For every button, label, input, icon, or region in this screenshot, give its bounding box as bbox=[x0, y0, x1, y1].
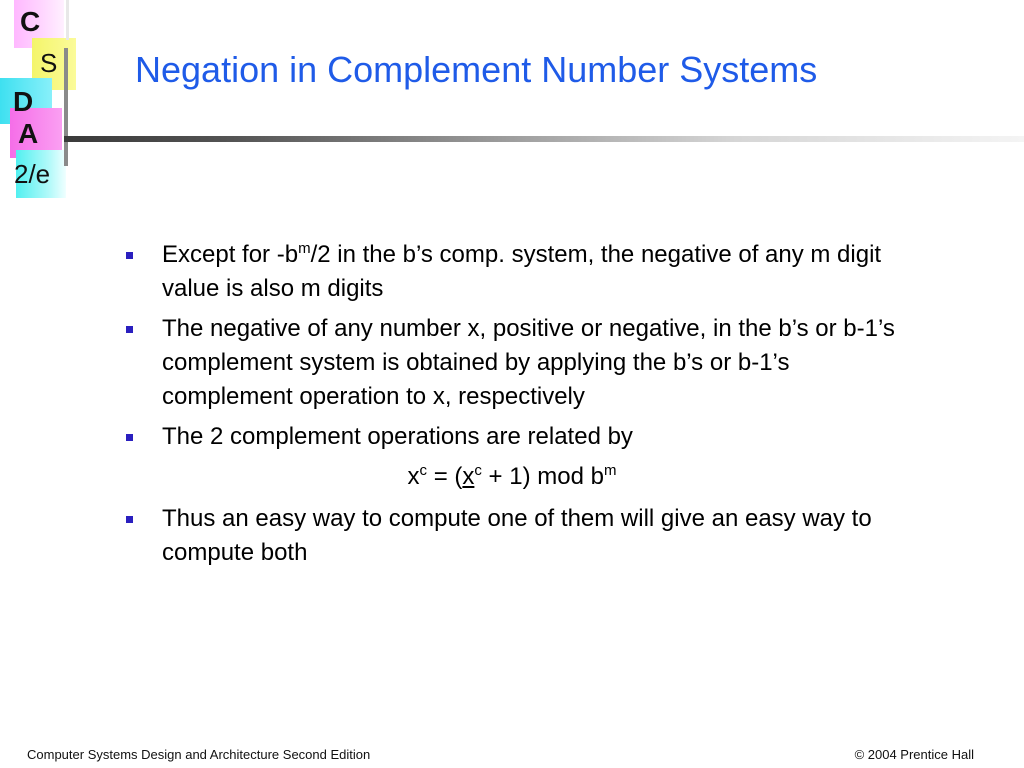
bullet-text: The negative of any number x, positive or negative, in the b’s or b-1’s complement system is obtained by applying the b’s or b-1’s complement operation to x, respectively bbox=[162, 315, 895, 410]
formula-x: x bbox=[407, 463, 420, 490]
slide-body bbox=[122, 238, 902, 576]
formula-sup-m: m bbox=[603, 462, 617, 479]
logo-divider-light bbox=[66, 0, 69, 40]
complement-formula bbox=[122, 460, 902, 494]
bullet-item bbox=[122, 502, 902, 570]
footer-copyright: © 2004 Prentice Hall bbox=[854, 747, 974, 762]
bullet-text-pre: Except for -b bbox=[162, 241, 299, 268]
formula-sup-c: c bbox=[419, 462, 428, 479]
logo-edition: 2/e bbox=[14, 159, 51, 189]
bullet-text: Thus an easy way to compute one of them will give an easy way to compute both bbox=[162, 505, 872, 566]
logo-letter-a: A bbox=[18, 118, 39, 149]
formula-eq: = ( bbox=[427, 463, 463, 490]
logo-letter-d: D bbox=[13, 86, 34, 117]
footer-book-title: Computer Systems Design and Architecture Second Edition bbox=[27, 747, 371, 762]
bullet-item bbox=[122, 312, 902, 414]
bullet-square-icon bbox=[126, 434, 133, 441]
formula-x-underlined: x bbox=[462, 463, 475, 490]
bullet-superscript: m bbox=[298, 240, 311, 257]
slide-title: Negation in Complement Number Systems bbox=[135, 49, 818, 90]
bullet-square-icon bbox=[126, 326, 133, 333]
formula-sup-c2: c bbox=[474, 462, 482, 479]
title-rule bbox=[64, 136, 1024, 142]
bullet-square-icon bbox=[126, 516, 133, 523]
logo-letter-s: S bbox=[40, 48, 58, 78]
formula-mod: + 1) mod b bbox=[481, 463, 604, 490]
logo-letter-c: C bbox=[20, 6, 41, 37]
bullet-text-post: /2 in the b’s comp. system, the negative of any m digit value is also m digits bbox=[162, 241, 882, 302]
bullet-item bbox=[122, 420, 902, 454]
bullet-square-icon bbox=[126, 252, 133, 259]
book-logo bbox=[0, 0, 80, 200]
logo-divider bbox=[64, 48, 68, 166]
bullet-text: The 2 complement operations are related by bbox=[162, 423, 633, 450]
bullet-item bbox=[122, 238, 902, 306]
